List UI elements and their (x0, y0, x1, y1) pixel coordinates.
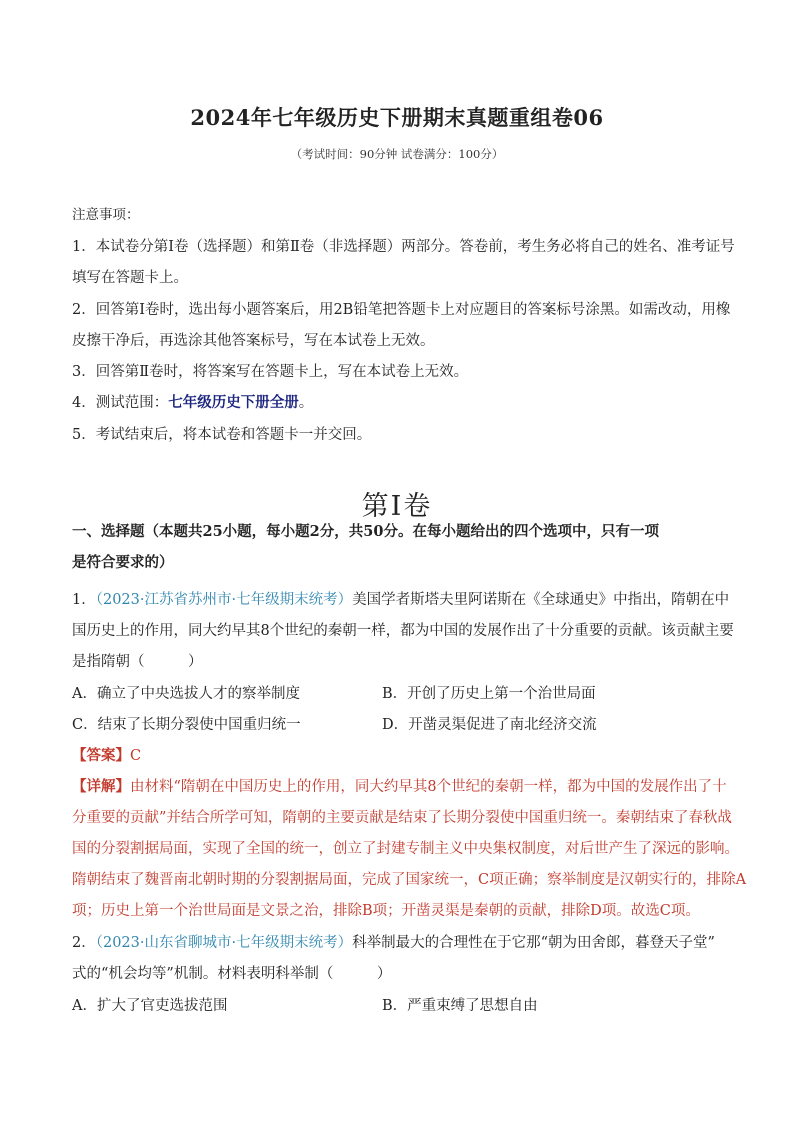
question-1-line-2: 国历史上的作用，同大约早其8个世纪的秦朝一样，都为中国的发展作出了十分重要的贡献。该贡献主要 (72, 623, 734, 639)
question-1-detail-line-2: 分重要的贡献”并结合所学可知，隋朝的主要贡献是结束了长期分裂使中国重归统一。秦朝结束了春秋战 (72, 810, 732, 826)
note-2-line-2: 皮擦干净后，再选涂其他答案标号，写在本试卷上无效。 (72, 333, 435, 349)
detail-label: 【详解】 (72, 778, 130, 795)
question-1-detail-line-3: 国的分裂割据局面，实现了全国的统一，创立了封建专制主义中央集权制度，对后世产生了深远的影响。 (72, 841, 739, 857)
question-1-option-b: B．开创了历史上第一个治世局面 (382, 686, 596, 702)
question-2-option-a: A．扩大了官吏选拔范围 (72, 998, 228, 1014)
question-1-detail-line-1 (72, 777, 727, 797)
question-2-source: （2023·山东省聊城市·七年级期末统考） (95, 935, 353, 951)
question-1-detail-line-4: 隋朝结束了魏晋南北朝时期的分裂割据局面，完成了国家统一，C项正确；察举制度是汉朝实行的，排除A (72, 872, 747, 888)
detail-text: 由材料“隋朝在中国历史上的作用，同大约早其8个世纪的秦朝一样，都为中国的发展作出了十 (130, 779, 727, 795)
section-intro-line-2: 是符合要求的） (72, 554, 174, 571)
question-1-number: 1． (72, 592, 96, 608)
note-1-line-2: 填写在答题卡上。 (72, 270, 188, 286)
note-3: 3．回答第Ⅱ卷时，将答案写在答题卡上，写在本试卷上无效。 (72, 364, 469, 380)
question-1-stem: 美国学者斯塔夫里阿诺斯在《全球通史》中指出，隋朝在中 (352, 592, 730, 608)
question-1-option-d: D．开凿灵渠促进了南北经济交流 (382, 717, 597, 733)
note-4 (72, 393, 313, 413)
page-title: 2024年七年级历史下册期末真题重组卷06 (190, 105, 604, 130)
question-2-line-2: 式的“机会均等”机制。材料表明科举制（ ） (72, 966, 392, 982)
notes-heading: 注意事项： (72, 207, 140, 223)
exam-subtitle: （考试时间：90分钟 试卷满分：100分） (290, 147, 504, 161)
section-intro-line-1: 一、选择题（本题共25小题，每小题2分，共50分。在每小题给出的四个选项中，只有一项 (72, 523, 659, 540)
question-1-line-1 (72, 590, 729, 610)
note-1-line-1: 1．本试卷分第Ⅰ卷（选择题）和第Ⅱ卷（非选择题）两部分。答卷前，考生务必将自己的姓名、准考证号 (72, 239, 735, 255)
question-1-source: （2023·江苏省苏州市·七年级期末统考） (95, 592, 353, 608)
question-1-option-c: C．结束了长期分裂使中国重归统一 (72, 717, 301, 733)
section-title: 第Ⅰ卷 (361, 491, 433, 522)
question-2-stem: 科举制最大的合理性在于它那“朝为田舍郎，暮登天子堂” (352, 935, 715, 951)
question-1-option-a: A．确立了中央选拔人才的察举制度 (72, 686, 300, 702)
note-4-prefix: 4．测试范围： (72, 395, 169, 411)
test-scope: 七年级历史下册全册 (168, 394, 299, 411)
answer-label: 【答案】 (72, 747, 130, 764)
question-1-answer (72, 746, 141, 766)
question-2-number: 2． (72, 935, 96, 951)
note-4-suffix: 。 (298, 395, 314, 411)
question-1-line-3: 是指隋朝（ ） (72, 654, 203, 670)
question-2-line-1 (72, 933, 715, 953)
note-5: 5．考试结束后，将本试卷和答题卡一并交回。 (72, 427, 372, 443)
question-1-detail-line-5: 项；历史上第一个治世局面是文景之治，排除B项；开凿灵渠是秦朝的贡献，排除D项。故选C项。 (72, 903, 700, 919)
note-2-line-1: 2．回答第Ⅰ卷时，选出每小题答案后，用2B铅笔把答题卡上对应题目的答案标号涂黑。如需改动，用橡 (72, 302, 731, 318)
answer-value: C (130, 748, 142, 764)
question-2-option-b: B．严重束缚了思想自由 (382, 998, 538, 1014)
